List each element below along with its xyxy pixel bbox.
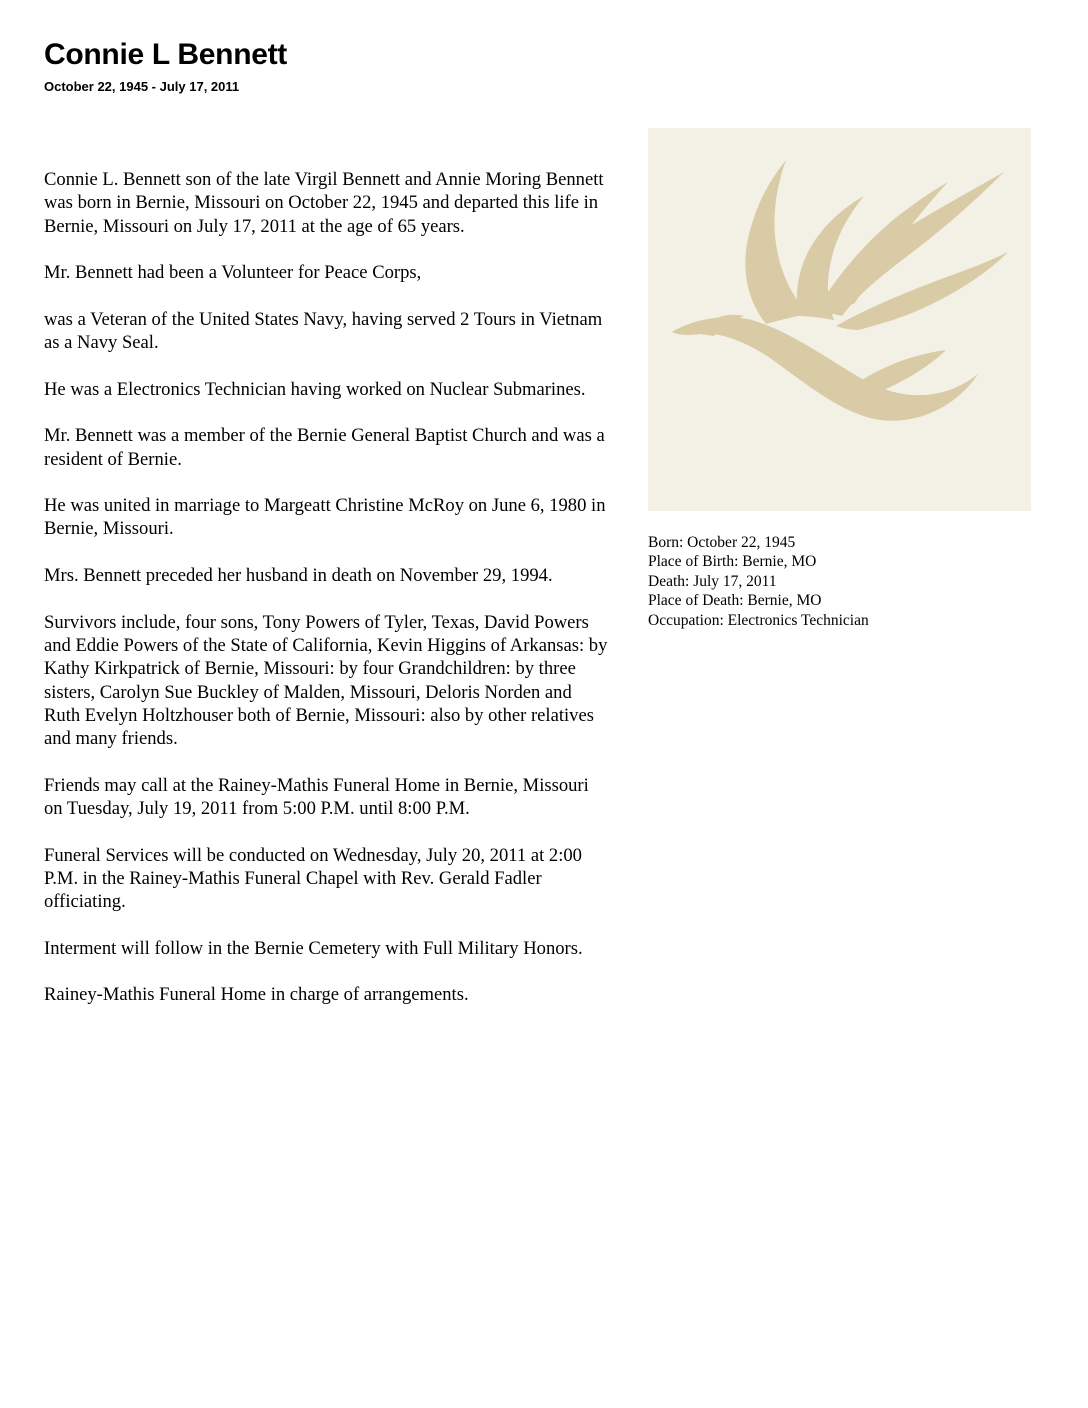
deceased-name: Connie L Bennett <box>44 38 287 71</box>
born-fact: Born: October 22, 1945 <box>648 534 796 551</box>
place-of-birth-fact: Place of Birth: Bernie, MO <box>648 553 817 571</box>
vital-facts <box>648 533 1028 630</box>
obituary-paragraph: Friends may call at the Rainey-Mathis Funeral Home in Bernie, Missouri on Tuesday, July 19, 2011 from 5:00 P.M. until 8:00 P.M. <box>44 774 589 820</box>
obituary-paragraph: was a Veteran of the United States Navy, having served 2 Tours in Vietnam as a Navy Seal. <box>44 308 603 354</box>
occupation-fact: Occupation: Electronics Technician <box>648 611 869 629</box>
obituary-paragraph: He was united in marriage to Margeatt Christine McRoy on June 6, 1980 in Bernie, Missouri. <box>44 495 606 540</box>
memorial-image <box>648 128 1031 511</box>
obituary-paragraph: Survivors include, four sons, Tony Powers of Tyler, Texas, David Powers and Eddie Powers of the State of California, Kevin Higgins of Arkansas: by Kathy Kirkpatrick of Bernie, Missouri: by four Grandchildren: by three sisters, Carolyn Sue Buckley of Malden, Missouri, Deloris Norden and Ruth Evelyn Holtzhouser both of Bernie, Missouri: also by other relatives and many friends. <box>44 611 608 750</box>
death-fact: Death: July 17, 2011 <box>648 572 777 590</box>
place-of-death-fact: Place of Death: Bernie, MO <box>648 592 822 610</box>
obituary-paragraph: Funeral Services will be conducted on Wednesday, July 20, 2011 at 2:00 P.M. in the Rainey-Mathis Funeral Chapel with Rev. Gerald Fadler officiating. <box>44 844 582 913</box>
obituary-header <box>44 38 644 96</box>
obituary-text <box>44 168 609 1030</box>
obituary-paragraph: Mr. Bennett had been a Volunteer for Peace Corps, <box>44 262 422 284</box>
dove-icon <box>648 128 1031 511</box>
obituary-paragraph: Mr. Bennett was a member of the Bernie General Baptist Church and was a resident of Bernie. <box>44 425 605 470</box>
obituary-paragraph: Rainey-Mathis Funeral Home in charge of arrangements. <box>44 984 469 1006</box>
obituary-paragraph: Connie L. Bennett son of the late Virgil Bennett and Annie Moring Bennett was born in Bernie, Missouri on October 22, 1945 and departed this life in Bernie, Missouri on July 17, 2011 at the age of 65 years. <box>44 169 604 237</box>
obituary-paragraph: Mrs. Bennett preceded her husband in death on November 29, 1994. <box>44 565 553 587</box>
obituary-paragraph: Interment will follow in the Bernie Cemetery with Full Military Honors. <box>44 937 583 959</box>
obituary-paragraph: He was a Electronics Technician having worked on Nuclear Submarines. <box>44 378 586 400</box>
life-dates: October 22, 1945 - July 17, 2011 <box>44 79 240 94</box>
